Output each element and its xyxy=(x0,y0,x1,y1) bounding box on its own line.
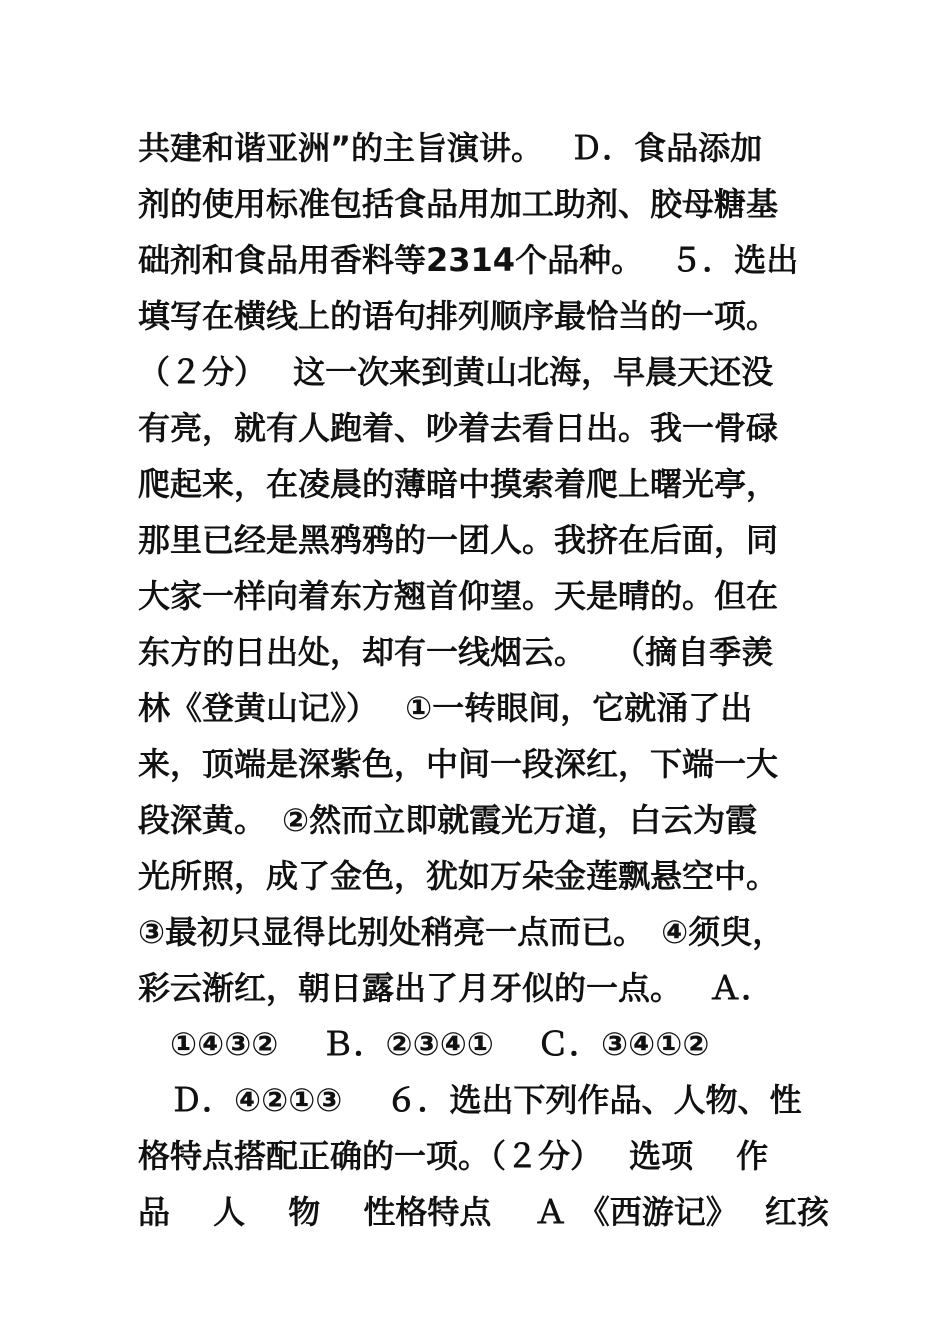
text-line: 来，顶端是深紫色，中间一段深红，下端一大 xyxy=(138,745,779,783)
text-line: 大家一样向着东方翘首仰望。天是晴的。但在 xyxy=(138,577,779,615)
text-line: 东方的日出处，却有一线烟云。 （摘自季羡 xyxy=(138,633,774,671)
text-line: 础剂和食品用香料等2314个品种。 ５．选出 xyxy=(138,241,799,279)
text-line: 共建和谐亚洲”的主旨演讲。 Ｄ．食品添加 xyxy=(138,129,763,167)
text-line: （２分） 这一次来到黄山北海，早晨天还没 xyxy=(138,353,774,391)
text-line: 光所照，成了金色，犹如万朵金莲飘悬空中。 xyxy=(138,857,779,895)
text-line: 段深黄。 ②然而立即就霞光万道，白云为霞 xyxy=(138,801,758,839)
text-line: ③最初只显得比别处稍亮一点而已。 ④须臾， xyxy=(138,913,785,951)
document-text-body xyxy=(138,120,828,1240)
text-line: 林《登黄山记》） ①一转眼间，它就涌了出 xyxy=(138,689,753,727)
text-line: 那里已经是黑鸦鸦的一团人。我挤在后面，同 xyxy=(138,521,779,559)
text-line: 彩云渐红，朝日露出了月牙似的一点。 Ａ． xyxy=(138,969,774,1007)
text-line: 格特点搭配正确的一项。（２分） 选项 作 xyxy=(138,1137,769,1175)
text-line: 剂的使用标准包括食品用加工助剂、胶母糖基 xyxy=(138,185,779,223)
text-line: 有亮，就有人跑着、吵着去看日出。我一骨碌 xyxy=(138,409,779,447)
text-line: Ｄ．④②①③ ６．选出下列作品、人物、性 xyxy=(138,1081,802,1119)
text-line: 爬起来，在凌晨的薄暗中摸索着爬上曙光亭， xyxy=(138,465,779,503)
text-line: 品 人 物 性格特点 Ａ 《西游记》 红孩 xyxy=(138,1193,829,1231)
text-line: 填写在横线上的语句排列顺序最恰当的一项。 xyxy=(138,297,779,335)
text-line: ①④③② Ｂ．②③④① Ｃ．③④①② xyxy=(138,1025,710,1063)
